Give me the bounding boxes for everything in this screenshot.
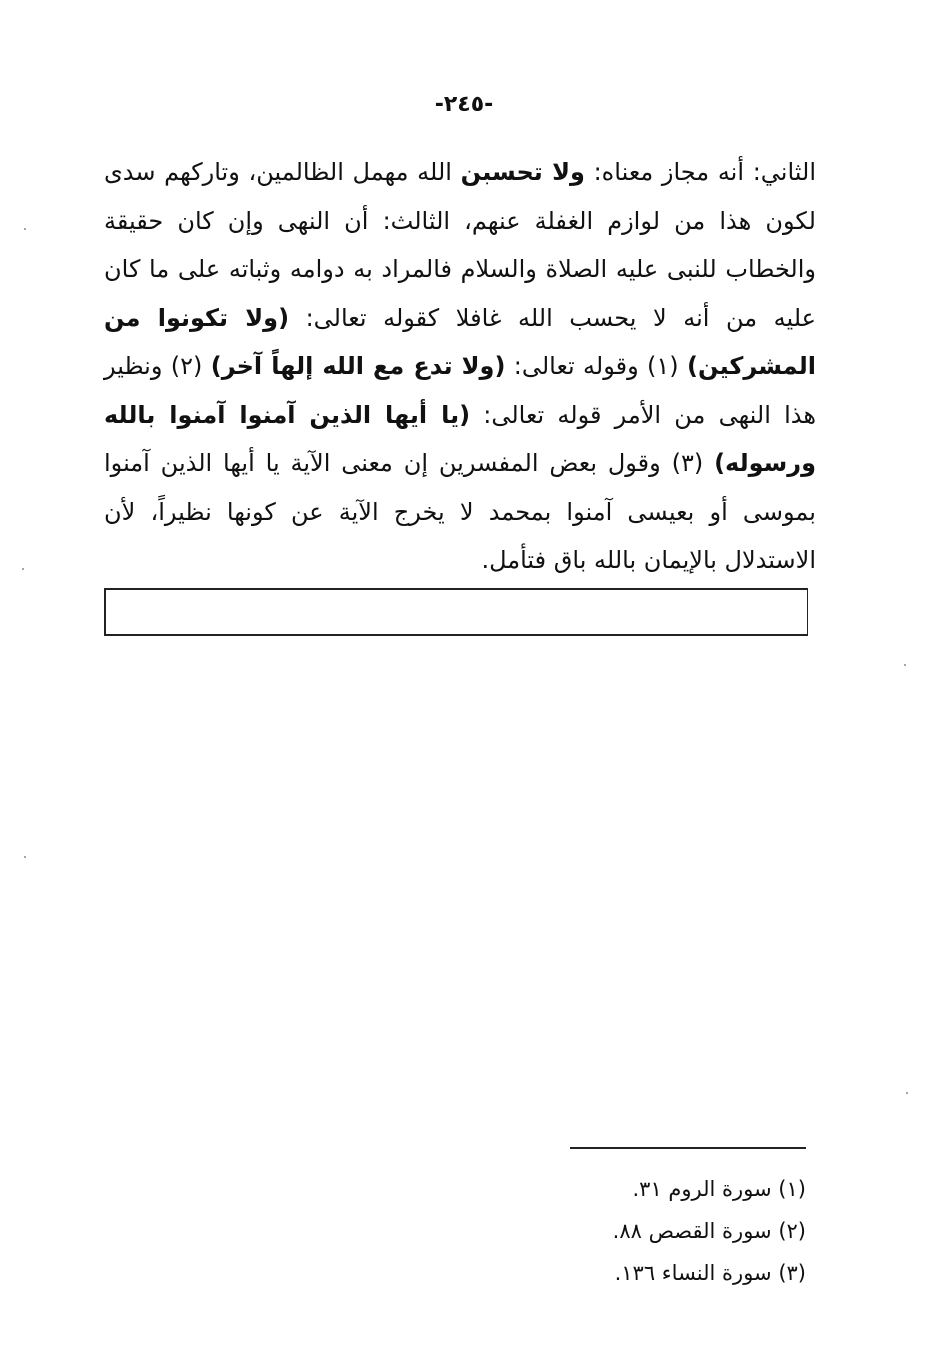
footnote-2: (٢) سورة القصص ٨٨.	[612, 1219, 806, 1243]
text-run: (٢) ونظير هذا النهى من الأمر قوله تعالى:	[104, 352, 816, 429]
page-number: -٢٤٥-	[434, 92, 494, 117]
quran-quote: ولا تحسبن	[460, 158, 585, 186]
scan-speck	[904, 664, 906, 666]
footnote-1: (١) سورة الروم ٣١.	[632, 1177, 806, 1201]
empty-frame	[104, 588, 808, 636]
scan-speck	[24, 856, 26, 858]
footnotes	[420, 1168, 806, 1294]
footnote-divider	[570, 1147, 806, 1149]
quran-quote: (يا أيها الذين آمنوا آمنوا بالله ورسوله)	[104, 400, 816, 477]
text-run: الثاني: أنه مجاز معناه:	[584, 158, 816, 186]
scan-speck	[906, 1092, 908, 1094]
text-run: (٣) وقول بعض المفسرين إن معنى الآية يا أيها الذين آمنوا بموسى أو بعيسى آمنوا بمحمد لا يخرج الآية عن كونها نظيراً، لأن الاستدلال بالإيمان بالله باق فتأمل.	[104, 449, 816, 574]
body-paragraph	[104, 148, 816, 585]
text-run: الله مهمل الظالمين، وتاركهم سدى لكون هذا من لوازم الغفلة عنهم، الثالث: أن النهى وإن كان حقيقة والخطاب للنبى عليه الصلاة والسلام فالمراد به دوامه وثباته على ما كان عليه من أنه لا يحسب الله غافلا كقوله تعالى:	[104, 158, 816, 332]
quran-quote: (ولا تكونوا من المشركين)	[104, 303, 816, 380]
quran-quote: (ولا تدع مع الله إلهاً آخر)	[210, 352, 506, 380]
scan-speck	[22, 568, 24, 570]
text-run: (١) وقوله تعالى:	[505, 352, 687, 380]
footnote-3: (٣) سورة النساء ١٣٦.	[614, 1261, 806, 1285]
scan-speck	[24, 228, 26, 230]
